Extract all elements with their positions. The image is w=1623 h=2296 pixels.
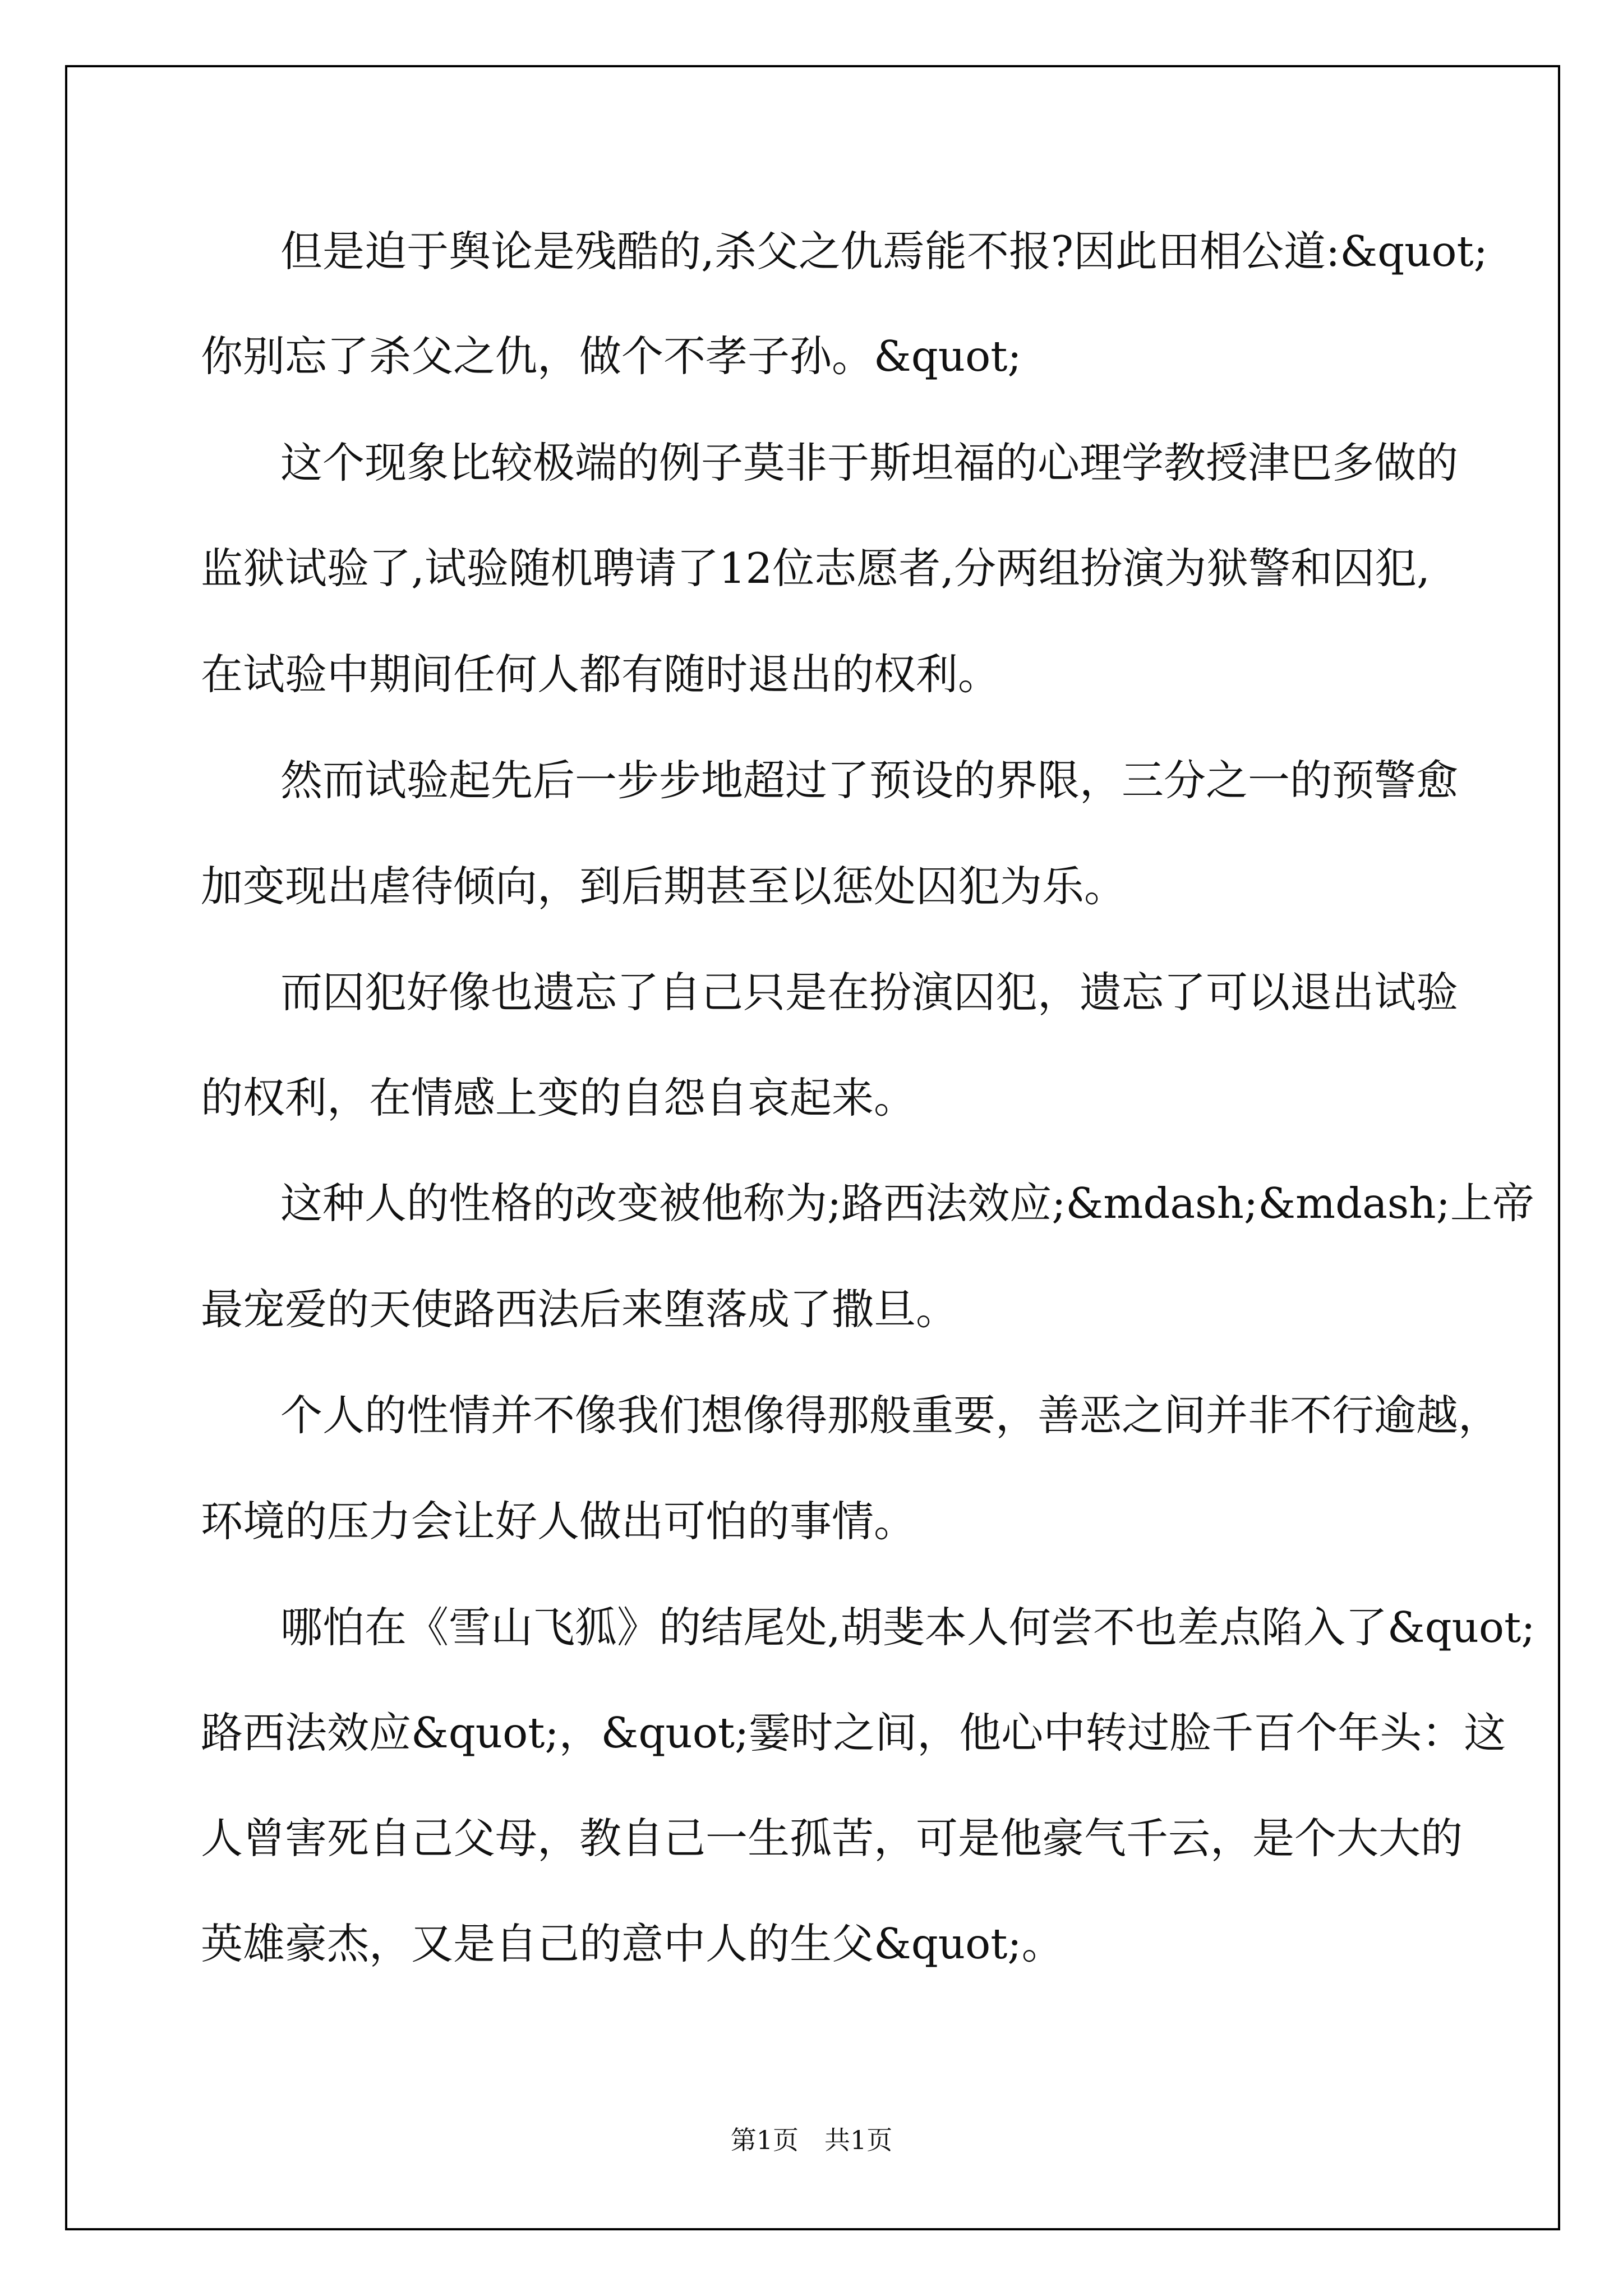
- page-number-footer: 第1页 共1页: [730, 2125, 893, 2155]
- paragraph-2-line-2: 监狱试验了,试验随机聘请了12位志愿者,分两组扮演为狱警和囚犯,: [201, 544, 1430, 593]
- paragraph-5-line-2: 最宠爱的天使路西法后来堕落成了撒旦。: [201, 1285, 958, 1334]
- paragraph-7-line-2: 路西法效应&quot;，&quot;霎时之间，他心中转过脸千百个年头：这: [201, 1708, 1506, 1757]
- paragraph-7-line-3: 人曾害死自己父母，教自己一生孤苦，可是他豪气千云，是个大大的: [201, 1814, 1463, 1863]
- paragraph-1-line-1: 但是迫于舆论是残酷的,杀父之仇焉能不报?因此田相公道:&quot;: [280, 227, 1488, 276]
- paragraph-3-line-2: 加变现出虐待倾向，到后期甚至以惩处囚犯为乐。: [201, 862, 1127, 911]
- paragraph-6-line-2: 环境的压力会让好人做出可怕的事情。: [201, 1497, 916, 1546]
- paragraph-6-line-1: 个人的性情并不像我们想像得那般重要，善恶之间并非不行逾越，: [280, 1391, 1501, 1440]
- paragraph-5-line-1: 这种人的性格的改变被他称为;路西法效应;&mdash;&mdash;上帝: [280, 1179, 1534, 1228]
- paragraph-2-line-3: 在试验中期间任何人都有随时退出的权利。: [201, 650, 1000, 699]
- paragraph-3-line-1: 然而试验起先后一步步地超过了预设的界限，三分之一的预警愈: [280, 756, 1459, 805]
- paragraph-4-line-2: 的权利，在情感上变的自怨自哀起来。: [201, 1073, 916, 1122]
- paragraph-1-line-2: 你别忘了杀父之仇，做个不孝子孙。&quot;: [201, 332, 1022, 381]
- paragraph-2-line-1: 这个现象比较极端的例子莫非于斯坦福的心理学教授津巴多做的: [280, 438, 1459, 487]
- page-border: [65, 65, 1560, 2230]
- paragraph-7-line-1: 哪怕在《雪山飞狐》的结尾处,胡斐本人何尝不也差点陷入了&quot;: [280, 1603, 1536, 1652]
- paragraph-4-line-1: 而囚犯好像也遗忘了自己只是在扮演囚犯，遗忘了可以退出试验: [280, 968, 1459, 1017]
- paragraph-7-line-4: 英雄豪杰，又是自己的意中人的生父&quot;。: [201, 1919, 1064, 1968]
